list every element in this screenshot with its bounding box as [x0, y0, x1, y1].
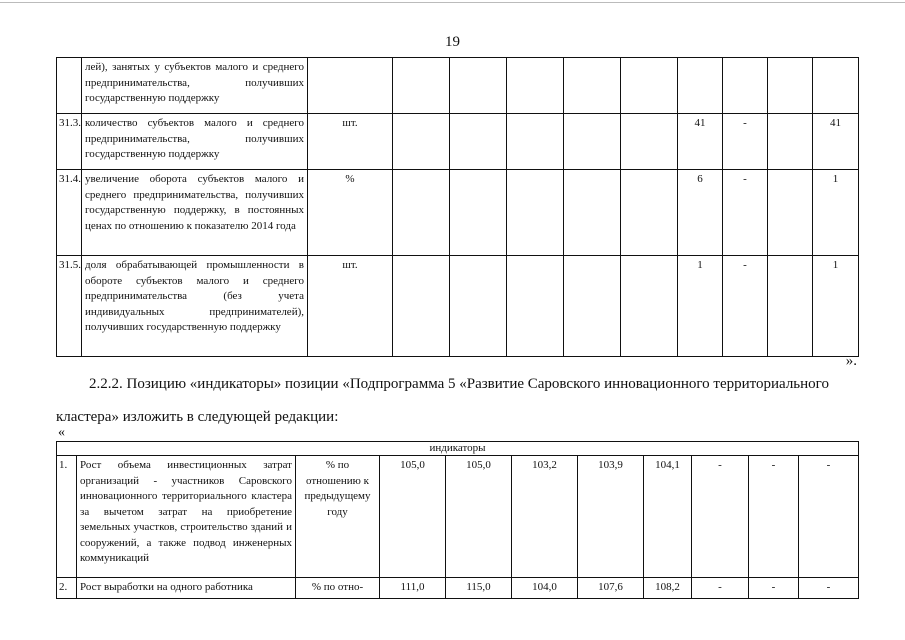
- unit-cell: [308, 58, 393, 114]
- value-cell: 105,0: [380, 456, 446, 578]
- indicator-description: лей), занятых у субъектов малого и среднего предпринимательства, получивших государственную поддержку: [82, 58, 308, 114]
- table-row: [57, 578, 859, 599]
- table-header-row: [57, 442, 859, 456]
- value-cell: -: [799, 578, 859, 599]
- indicator-description: Рост объема инвестиционных затрат организаций - участников Саровского инновационного территориального кластера за вычетом затрат на приобретение земельных участков, строительство зданий и сооружений, а также подвод инженерных коммуникаций: [77, 456, 296, 578]
- indicators-table-continued: [56, 57, 859, 357]
- value-cell: -: [799, 456, 859, 578]
- value-cell: [813, 58, 859, 114]
- indicator-description: количество субъектов малого и среднего предпринимательства, получивших государственную поддержку: [82, 114, 308, 170]
- unit-cell: % по отношению к предыдущему году: [296, 456, 380, 578]
- opening-quote: «: [58, 425, 65, 440]
- row-number: 31.4.: [57, 170, 82, 256]
- page-number: 19: [445, 34, 460, 50]
- value-cell: -: [749, 456, 799, 578]
- value-cell: 41: [813, 114, 859, 170]
- value-cell: [723, 58, 768, 114]
- row-number: 2.: [57, 578, 77, 599]
- value-cell: -: [692, 578, 749, 599]
- value-cell: 1: [813, 256, 859, 357]
- closing-quote: ».: [845, 353, 857, 369]
- value-cell: 103,2: [512, 456, 578, 578]
- paragraph-line-1: 2.2.2. Позицию «индикаторы» позиции «Подпрограмма 5 «Развитие Саровского инновационного территориального: [89, 376, 829, 392]
- unit-cell: % по отно-: [296, 578, 380, 599]
- paragraph-line-2: кластера» изложить в следующей редакции:: [56, 409, 339, 425]
- value-cell: -: [723, 114, 768, 170]
- unit-cell: %: [308, 170, 393, 256]
- indicator-description: доля обрабатывающей промышленности в обороте субъектов малого и среднего предпринимательства (без учета индивидуальных предпринимателей), получивших государственную поддержку: [82, 256, 308, 357]
- row-number: 31.3.: [57, 114, 82, 170]
- unit-cell: шт.: [308, 114, 393, 170]
- indicators-table: [56, 441, 859, 599]
- unit-cell: шт.: [308, 256, 393, 357]
- value-cell: 41: [678, 114, 723, 170]
- table-header: индикаторы: [57, 442, 859, 456]
- table-row: [57, 256, 859, 357]
- table-row: [57, 170, 859, 256]
- value-cell: 107,6: [578, 578, 644, 599]
- value-cell: 105,0: [446, 456, 512, 578]
- row-number: [57, 58, 82, 114]
- value-cell: -: [692, 456, 749, 578]
- value-cell: -: [723, 256, 768, 357]
- value-cell: 115,0: [446, 578, 512, 599]
- indicator-description: Рост выработки на одного работника: [77, 578, 296, 599]
- value-cell: 1: [813, 170, 859, 256]
- value-cell: 104,1: [644, 456, 692, 578]
- row-number: 1.: [57, 456, 77, 578]
- value-cell: 1: [678, 256, 723, 357]
- value-cell: -: [749, 578, 799, 599]
- value-cell: 108,2: [644, 578, 692, 599]
- value-cell: 6: [678, 170, 723, 256]
- row-number: 31.5.: [57, 256, 82, 357]
- indicator-description: увеличение оборота субъектов малого и среднего предпринимательства, получивших государственную поддержку, в постоянных ценах по отношению к показателю 2014 года: [82, 170, 308, 256]
- value-cell: 111,0: [380, 578, 446, 599]
- table-row: [57, 58, 859, 114]
- value-cell: 104,0: [512, 578, 578, 599]
- page-top-border: [0, 2, 905, 3]
- table-row: [57, 114, 859, 170]
- value-cell: -: [723, 170, 768, 256]
- value-cell: [678, 58, 723, 114]
- value-cell: 103,9: [578, 456, 644, 578]
- table-row: [57, 456, 859, 578]
